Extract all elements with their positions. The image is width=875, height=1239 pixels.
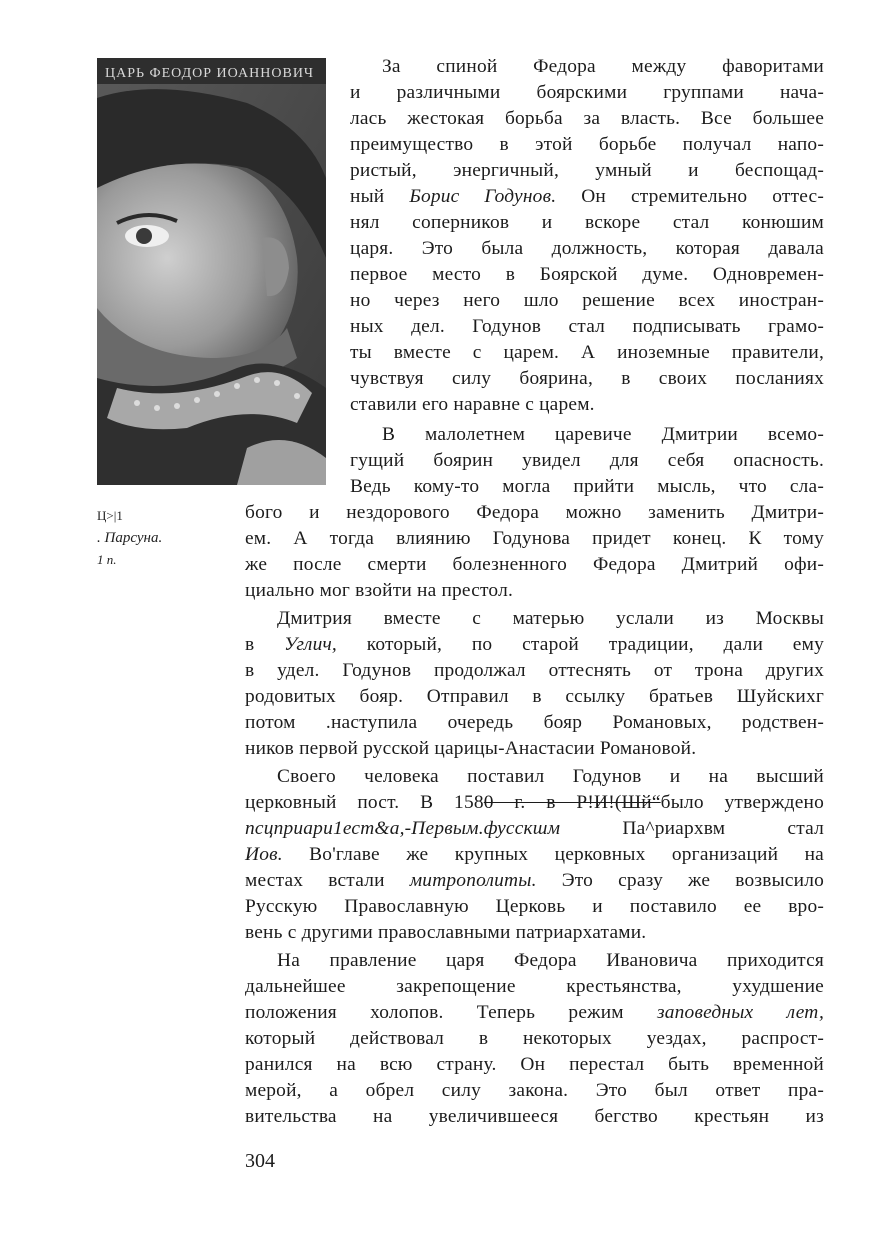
text-line: Русскую Православную Церковь и поставило ее вро-: [245, 896, 824, 917]
caption-line: 1 п.: [97, 552, 117, 567]
text-line: первое место в Боярской думе. Одновремен-: [350, 264, 824, 285]
caption-line: Ц>|1: [97, 508, 123, 523]
text-line: дальнейшее закрепощение крестьянства, ухудшение: [245, 976, 824, 997]
text-line: ем. А тогда влиянию Годунова придет конец. К тому: [245, 528, 824, 549]
text-line: бого и нездорового Федора можно заменить Дмитри-: [245, 502, 824, 523]
text-line: Иов. Во'главе же крупных церковных организаций на: [245, 844, 824, 865]
text-line: ранился на всю страну. Он перестал быть временной: [245, 1054, 824, 1075]
text-line: местах встали митрополиты. Это сразу же возвысило: [245, 870, 824, 891]
portrait-inscription: ЦАРЬ ФЕОДОР ИОАННОВИЧ: [105, 66, 315, 81]
text-line: родовитых бояр. Отправил в ссылку братьев Шуйскихг: [245, 686, 824, 707]
text-line: ный Борис Годунов. Он стремительно оттес-: [350, 186, 824, 207]
text-line: На правление царя Федора Ивановича приходится: [277, 950, 824, 971]
text-line: Своего человека поставил Годунов и на высший: [277, 766, 824, 787]
text-line: в удел. Годунов продолжал оттеснять от трона других: [245, 660, 824, 681]
text-line: положения холопов. Теперь режим заповедных лет,: [245, 1002, 824, 1023]
italic-term: митрополиты.: [409, 870, 537, 891]
text-line: ты вместе с царем. А иноземные правители,: [350, 342, 824, 363]
text-line: и различными боярскими группами нача-: [350, 82, 824, 103]
text-line: но через него шло решение всех иностран-: [350, 290, 824, 311]
text-line: лась жестокая борьба за власть. Все большее: [350, 108, 824, 129]
text-line: вительства на увеличившееся бегство крестьян из: [245, 1106, 824, 1127]
text-line: нял соперников и вскоре стал конюшим: [350, 212, 824, 233]
text-line: За спиной Федора между фаворитами: [382, 56, 824, 77]
text-line: циально мог взойти на престол.: [245, 580, 513, 601]
page-number: 304: [245, 1150, 275, 1172]
text-line: ристый, энергичный, умный и беспощад-: [350, 160, 824, 181]
text-line: в Углич, который, по старой традиции, дали ему: [245, 634, 824, 655]
text-line: гущий боярин увидел для себя опасность.: [350, 450, 824, 471]
text-line: ных дел. Годунов стал подписывать грамо-: [350, 316, 824, 337]
text-line: псцприари1ест&а,-Первым.фусскшм Па^риархвм стал: [245, 818, 824, 839]
text-line: ставили его наравне с царем.: [350, 394, 595, 415]
text-line: вень с другими православными патриархатами.: [245, 922, 647, 943]
text-line: церковный пост. В 1580 г. в Р!И!(Шй“было утверждено: [245, 792, 824, 813]
text-line: потом .наступила очередь бояр Романовых, родствен-: [245, 712, 824, 733]
text-line: Ведь кому-то могла прийти мысль, что сла-: [350, 476, 824, 497]
struck-text: 0 г. в Р!И!(Шй“: [483, 792, 661, 813]
italic-term: заповедных лет,: [657, 1002, 824, 1023]
italic-term: Углич,: [284, 634, 337, 655]
caption-line: . Парсуна.: [97, 530, 163, 546]
text-line: Дмитрия вместе с матерью услали из Москвы: [277, 608, 824, 629]
text-line: же после смерти болезненного Федора Дмитрий офи-: [245, 554, 824, 575]
italic-term: Иов.: [245, 844, 283, 865]
text-line: В малолетнем царевиче Дмитрии всемо-: [382, 424, 824, 445]
italic-term: псцприари1ест&а,-Первым.фусскшм: [245, 818, 561, 839]
portrait-image: [97, 58, 326, 485]
text-line: преимущество в этой борьбе получал напо-: [350, 134, 824, 155]
text-line: который действовал в некоторых уездах, распрост-: [245, 1028, 824, 1049]
text-line: царя. Это была должность, которая давала: [350, 238, 824, 259]
text-line: чувствуя силу боярина, в своих посланиях: [350, 368, 824, 389]
text-line: ников первой русской царицы-Анастасии Романовой.: [245, 738, 697, 759]
italic-term: Борис Годунов.: [409, 186, 557, 207]
text-line: мерой, а обрел силу закона. Это был ответ пра-: [245, 1080, 824, 1101]
